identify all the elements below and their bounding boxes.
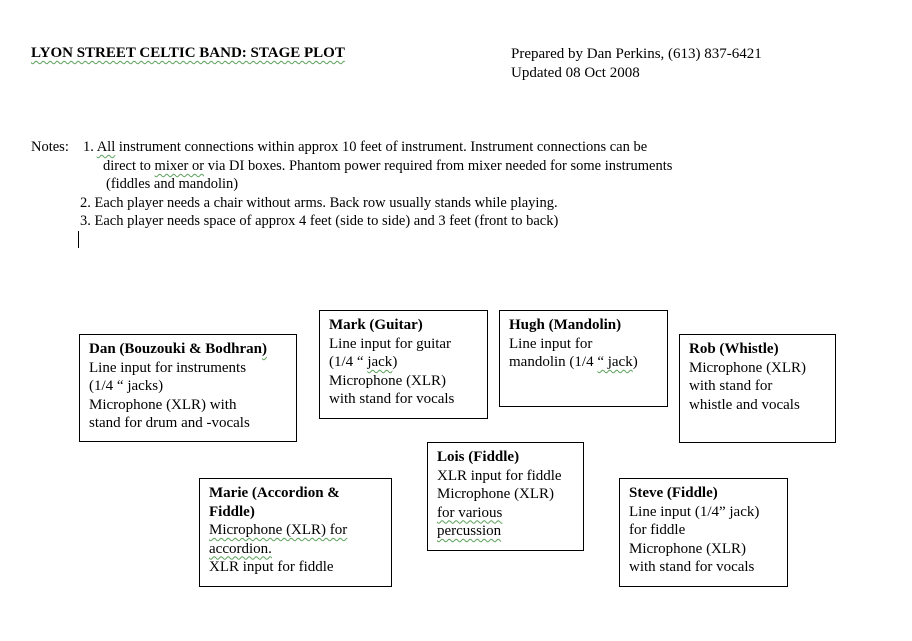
player-name [89,340,287,359]
player-line-part: ) [632,354,638,370]
text-cursor[interactable] [78,231,79,248]
player-line: stand for drum and -vocals [89,415,250,431]
player-name: Hugh (Mandolin) [509,317,622,333]
player-line [209,540,382,559]
note-1-line-2 [103,158,672,175]
player-line: Microphone (XLR) with [89,396,237,413]
note-1-line-2-a: direct to [103,158,155,174]
player-box-marie [199,478,392,587]
player-line-part: (1/4 “ [329,354,368,370]
note-1-all: All [96,139,116,155]
player-line: Line input for instruments [89,359,247,376]
player-line: whistle and vocals [689,396,800,413]
player-name: Fiddle) [209,503,255,520]
player-line: with stand for vocals [629,559,755,575]
player-line-part: mandolin (1/4 [509,354,598,370]
player-line: Microphone (XLR) [689,359,807,376]
player-name: Marie (Accordion & [209,485,340,501]
document-title-text: LYON STREET CELTIC BAND: STAGE PLOT [31,45,345,61]
player-line: Microphone (XLR) [629,540,747,557]
player-line: Microphone (XLR) [329,372,447,389]
player-box-dan [79,334,297,442]
player-line: Line input for [509,335,593,352]
player-line: with stand for [689,378,773,394]
player-name-end: ) [261,341,267,357]
player-line: Line input for guitar [329,335,452,352]
player-line: XLR input for fiddle [437,467,562,484]
player-line [209,521,382,540]
note-3: 3. Each player needs space of approx 4 feet (side to side) and 3 feet (front to back) [80,213,559,229]
note-1-number: 1. [83,139,94,155]
player-line: Microphone (XLR) [437,486,555,502]
player-name: Lois (Fiddle) [437,449,520,465]
player-line-part: “ jack [597,354,633,370]
note-1-line-1 [83,139,647,156]
player-box-hugh [499,310,668,407]
note-1-line-2-b: mixer or [154,158,205,174]
player-line [437,504,574,523]
player-line-part: jack [367,354,393,370]
notes-label: Notes: [31,139,69,155]
prepared-block [511,45,762,83]
player-box-rob [679,334,836,443]
player-name: Rob (Whistle) [689,341,779,357]
note-1-text: instrument connections within approx 10 feet of instrument. Instrument connections can be [115,139,648,155]
note-1-line-3: (fiddles and mandolin) [106,176,239,192]
document-title [31,45,345,62]
note-2: 2. Each player needs a chair without arms. Back row usually stands while playing. [80,195,558,211]
player-line: Line input (1/4” jack) [629,503,760,520]
updated-date: Updated 08 Oct 2008 [511,65,640,81]
player-box-lois [427,442,584,551]
prepared-by: Prepared by Dan Perkins, (613) 837-6421 [511,46,762,62]
player-line-part: accordion. [209,540,272,557]
player-name: Mark (Guitar) [329,317,423,333]
note-1-line-2-c: via DI boxes. Phantom power required from mixer needed for some instruments [204,158,673,174]
player-line: XLR input for fiddle [209,559,334,575]
player-line: with stand for vocals [329,391,455,407]
player-line [437,522,574,541]
player-line-part: for various [437,504,503,521]
player-line [509,353,658,372]
player-box-steve [619,478,788,587]
player-line-part: Microphone (XLR) for [209,522,348,538]
player-line: (1/4 “ jacks) [89,378,164,394]
player-line: for fiddle [629,522,686,538]
player-box-mark [319,310,488,419]
player-line [329,353,478,372]
player-name: Steve (Fiddle) [629,485,718,501]
player-name-text: Dan (Bouzouki & Bodhran [89,341,262,357]
player-line-part: ) [392,354,398,370]
player-line-part: percussion [437,523,502,539]
